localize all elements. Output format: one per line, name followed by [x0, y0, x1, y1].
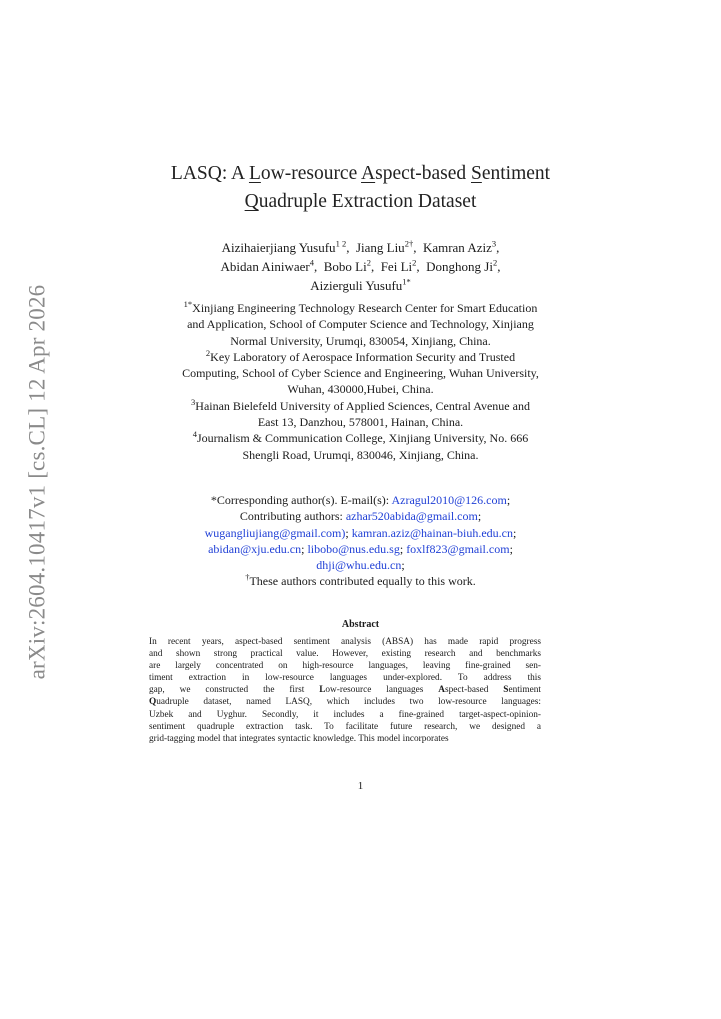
email-link[interactable]: kamran.aziz@hainan-biuh.edu.cn: [351, 525, 514, 540]
corresponding-email-link[interactable]: Azragul2010@126.com: [391, 493, 507, 507]
affiliation-text: Journalism & Communication College, Xinjiang University, No. 666: [197, 431, 529, 446]
author-affil-mark: 3: [491, 238, 497, 249]
author-line-1: Aizihaierjiang Yusufu$^{1 2}$, Jiang Liu$^{2\dagger}$, Kamran Aziz$^3$,: [221, 238, 500, 255]
affiliation-text: Xinjiang Engineering Technology Research Center for Smart Education: [192, 301, 538, 315]
affiliation-line: Shengli Road, Urumqi, 830046, Xinjiang, China.: [242, 447, 479, 462]
corresponding-line: *Corresponding author(s). E-mail(s): Azragul2010@126.com;: [210, 493, 511, 507]
title-text: entiment: [481, 163, 551, 184]
affiliation-mark: 3: [191, 396, 196, 407]
email-link[interactable]: abidan@xju.edu.cn: [208, 541, 302, 556]
email-link[interactable]: azhar520abida@gmail.com: [345, 509, 478, 524]
author-affil-mark: 4: [309, 257, 314, 268]
abstract-line: Uzbek and Uyghur. Secondly, it includes a fine-grained target-aspect-opinion-: [149, 709, 541, 720]
title-text: uadruple Extraction Dataset: [258, 191, 477, 212]
title-underlined-letter: A: [361, 163, 376, 184]
page-number: 1: [357, 780, 364, 792]
affiliation-text: Key Laboratory of Aerospace Information Security and Trusted: [210, 349, 516, 364]
author-affil-mark: 2†: [404, 238, 414, 249]
affiliation-line: Computing, School of Cyber Science and Engineering, Wuhan University,: [182, 366, 539, 381]
author-name: Abidan Ainiwaer: [220, 259, 310, 274]
affiliation-line: [0, 430, 721, 446]
dagger-mark: †: [245, 572, 250, 583]
abstract-line: are largely concentrated on high-resource languages, leaving fine-grained sen-: [149, 661, 541, 672]
title-text: LASQ: A: [170, 163, 249, 184]
author-list: [0, 238, 721, 295]
title-text: ow-resource: [260, 163, 362, 184]
affiliation-text: Hainan Bielefeld University of Applied Sciences, Central Avenue and: [195, 398, 530, 413]
author-line-2: Abidan Ainiwaer$^4$, Bobo Li$^2$, Fei Li$^2$, Donghong Ji$^2$,: [220, 257, 501, 274]
abstract-bold-letter: A: [438, 685, 446, 696]
author-name: Fei Li: [380, 259, 413, 274]
title-line-1: [0, 160, 721, 188]
affiliation-mark: 1*: [183, 299, 193, 309]
affiliation-line: [0, 300, 721, 316]
affiliation-line: Wuhan, 430000,Hubei, China.: [287, 382, 434, 397]
affiliation-line: Normal University, Urumqi, 830054, Xinjiang, China.: [230, 333, 491, 348]
contributing-line: wugangliujiang@gmail.com); kamran.aziz@hainan-biuh.edu.cn;: [204, 525, 517, 540]
email-link[interactable]: libobo@nus.edu.sg: [307, 541, 400, 556]
affiliation-line: East 13, Danzhou, 578001, Hainan, China.: [257, 415, 464, 430]
affiliation-line: [0, 349, 721, 365]
abstract-text: uadruple dataset, named LASQ, which includes two low-resource languages:: [156, 697, 541, 708]
affiliation-mark: 2: [205, 347, 211, 358]
abstract-text: gap, we constructed the first: [149, 685, 320, 696]
equal-contribution-note: [0, 573, 721, 589]
abstract-bold-letter: Q: [149, 697, 157, 708]
abstract-text: spect-based: [445, 685, 504, 696]
abstract-text: ow-resource languages: [325, 685, 439, 696]
author-name: Kamran Aziz: [422, 240, 492, 255]
author-line-3: [0, 276, 721, 295]
paper-title: [0, 160, 721, 216]
abstract-line: In recent years, aspect-based sentiment analysis (ABSA) has made rapid progress: [149, 637, 541, 647]
contributing-line: Contributing authors: azhar520abida@gmail.com;: [239, 509, 482, 524]
abstract-line: grid-tagging model that integrates syntactic knowledge. This model incorporates: [149, 733, 449, 744]
title-underlined-letter: S: [470, 163, 482, 184]
abstract-text: entiment: [508, 685, 541, 696]
title-text: spect-based: [375, 163, 471, 184]
affiliation-mark: 4: [192, 429, 198, 440]
arxiv-identifier-text: arXiv:2604.10417v1 [cs.CL] 12 Apr 2026: [24, 284, 50, 680]
title-underlined-letter: L: [248, 163, 261, 184]
abstract-line: [149, 696, 541, 708]
email-link[interactable]: foxlf823@gmail.com: [406, 541, 510, 556]
corresponding-label: *Corresponding author(s). E-mail(s):: [210, 493, 392, 507]
contributing-label: Contributing authors:: [239, 509, 346, 524]
abstract-heading: Abstract: [341, 619, 380, 630]
abstract-bold-letter: S: [503, 685, 509, 696]
author-affil-mark: 2: [412, 257, 417, 268]
email-link[interactable]: dhji@whu.edu.cn: [316, 558, 402, 573]
affiliation-line: [0, 398, 721, 414]
equal-contribution-text: These authors contributed equally to this work.: [249, 574, 476, 589]
contact-info: [0, 492, 721, 590]
author-name: Aizierguli Yusufu: [310, 278, 403, 293]
abstract-line: timent extraction in low-resource languages under-explored. To address this: [149, 673, 541, 684]
author-affil-mark: 1*: [402, 276, 411, 287]
contributing-line: dhji@whu.edu.cn;: [316, 558, 405, 573]
abstract-line: and shown strong practical value. However, existing research and benchmarks: [149, 649, 541, 660]
author-name: Jiang Liu: [355, 240, 405, 255]
email-link[interactable]: wugangliujiang@gmail.com): [204, 525, 346, 540]
abstract-bold-letter: L: [319, 685, 326, 696]
contributing-line: abidan@xju.edu.cn; libobo@nus.edu.sg; foxlf823@gmail.com;: [208, 541, 513, 556]
title-line-2: [0, 188, 721, 216]
author-name: Aizihaierjiang Yusufu: [221, 240, 336, 255]
title-underlined-letter: Q: [244, 191, 259, 212]
author-affil-mark: 2: [492, 257, 498, 268]
abstract-body: [149, 636, 541, 745]
author-affil-mark: 2: [366, 257, 371, 268]
author-name: Donghong Ji: [426, 259, 493, 274]
affiliation-line: and Application, School of Computer Science and Technology, Xinjiang: [187, 317, 534, 332]
abstract-line: sentiment quadruple extraction task. To facilitate future research, we designed a: [149, 721, 541, 732]
affiliations: [0, 300, 721, 463]
author-name: Bobo Li: [323, 259, 367, 274]
author-affil-mark: 1 2: [335, 238, 347, 249]
abstract-line: [149, 684, 541, 696]
